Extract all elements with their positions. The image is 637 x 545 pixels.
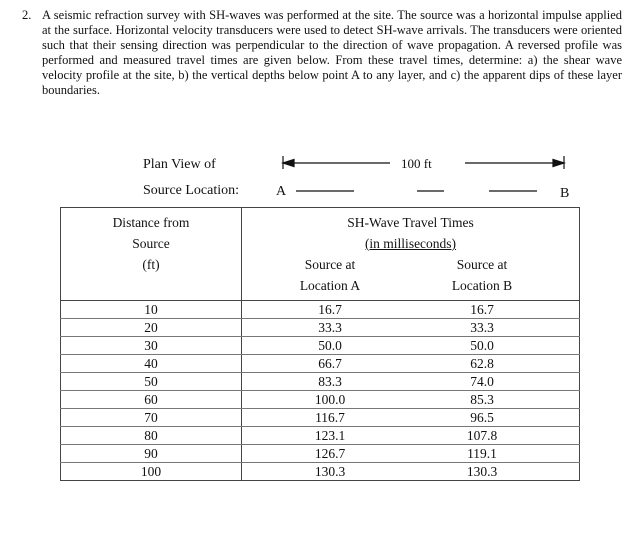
distance-cell: 80 [61,427,242,445]
plan-view-label: Plan View of [143,157,216,172]
time-source-a: 16.7 [318,302,342,317]
distance-label: 100 ft [398,156,435,172]
table-row [61,301,580,319]
travel-times-cell [242,445,580,463]
location-a-label: A [276,184,287,199]
table-row [61,427,580,445]
col-a-header [265,254,395,296]
problem-text: A seismic refraction survey with SH-waves was performed at the site. The source was a horizontal impulse applied at the surface. Horizontal velocity transducers were used to detect SH-wave arrivals. The transducers were oriented such that their sensing direction was perpendicular to the direction of wave propagation. A reversed profile was performed and measured travel times are given below. From these travel times, determine: a) the shear wave velocity profile at the site, b) the vertical depths below point A to any layer, and c) the apparent dips of these layer boundaries. [42,8,622,97]
travel-times-cell [242,427,580,445]
time-source-b: 130.3 [466,464,498,479]
time-source-b: 85.3 [470,392,494,407]
distance-cell: 30 [61,337,242,355]
time-source-a: 33.3 [318,320,342,335]
travel-times-header [242,208,580,301]
travel-times-cell [242,355,580,373]
time-source-b: 107.8 [466,428,498,443]
distance-header-line3: (ft) [142,257,160,272]
distance-header [61,208,242,301]
travel-times-cell [242,301,580,319]
travel-times-cell [242,463,580,481]
plan-view-diagram [270,152,600,208]
time-source-a: 130.3 [314,464,346,479]
distance-cell: 90 [61,445,242,463]
distance-cell: 50 [61,373,242,391]
travel-times-units: (in milliseconds) [364,236,457,251]
travel-times-table [60,207,580,481]
source-location-label: Source Location: [143,183,240,198]
table-row [61,445,580,463]
col-b-header-line2: Location B [451,278,513,293]
table-row [61,337,580,355]
travel-times-cell [242,409,580,427]
problem-number: 2. [22,8,32,22]
time-source-a: 126.7 [314,446,346,461]
distance-cell: 10 [61,301,242,319]
location-b-label: B [560,186,570,201]
table-body [61,301,580,481]
travel-times-cell [242,391,580,409]
table-row [61,373,580,391]
col-b-header-line1: Source at [456,257,508,272]
distance-cell: 60 [61,391,242,409]
time-source-a: 50.0 [318,338,342,353]
distance-cell: 70 [61,409,242,427]
travel-times-cell [242,337,580,355]
distance-header-line2: Source [132,236,170,251]
table-row [61,355,580,373]
time-source-b: 96.5 [470,410,494,425]
time-source-a: 116.7 [315,410,345,425]
travel-times-cell [242,373,580,391]
distance-cell: 40 [61,355,242,373]
time-source-a: 100.0 [314,392,346,407]
time-source-b: 33.3 [470,320,494,335]
col-a-header-line2: Location A [299,278,361,293]
col-b-header [417,254,547,296]
col-a-header-line1: Source at [304,257,356,272]
time-source-b: 119.1 [467,446,497,461]
table-row [61,409,580,427]
table-row [61,463,580,481]
time-source-a: 83.3 [318,374,342,389]
time-source-b: 62.8 [470,356,494,371]
time-source-b: 74.0 [470,374,494,389]
distance-header-line1: Distance from [112,215,190,230]
travel-times-title: SH-Wave Travel Times [347,215,474,230]
time-source-a: 66.7 [318,356,342,371]
time-source-b: 50.0 [470,338,494,353]
time-source-b: 16.7 [470,302,494,317]
table-row [61,319,580,337]
distance-cell: 20 [61,319,242,337]
time-source-a: 123.1 [314,428,346,443]
distance-cell: 100 [61,463,242,481]
problem-statement [22,8,622,98]
table-row [61,391,580,409]
travel-times-cell [242,319,580,337]
table-header-row [61,208,580,301]
